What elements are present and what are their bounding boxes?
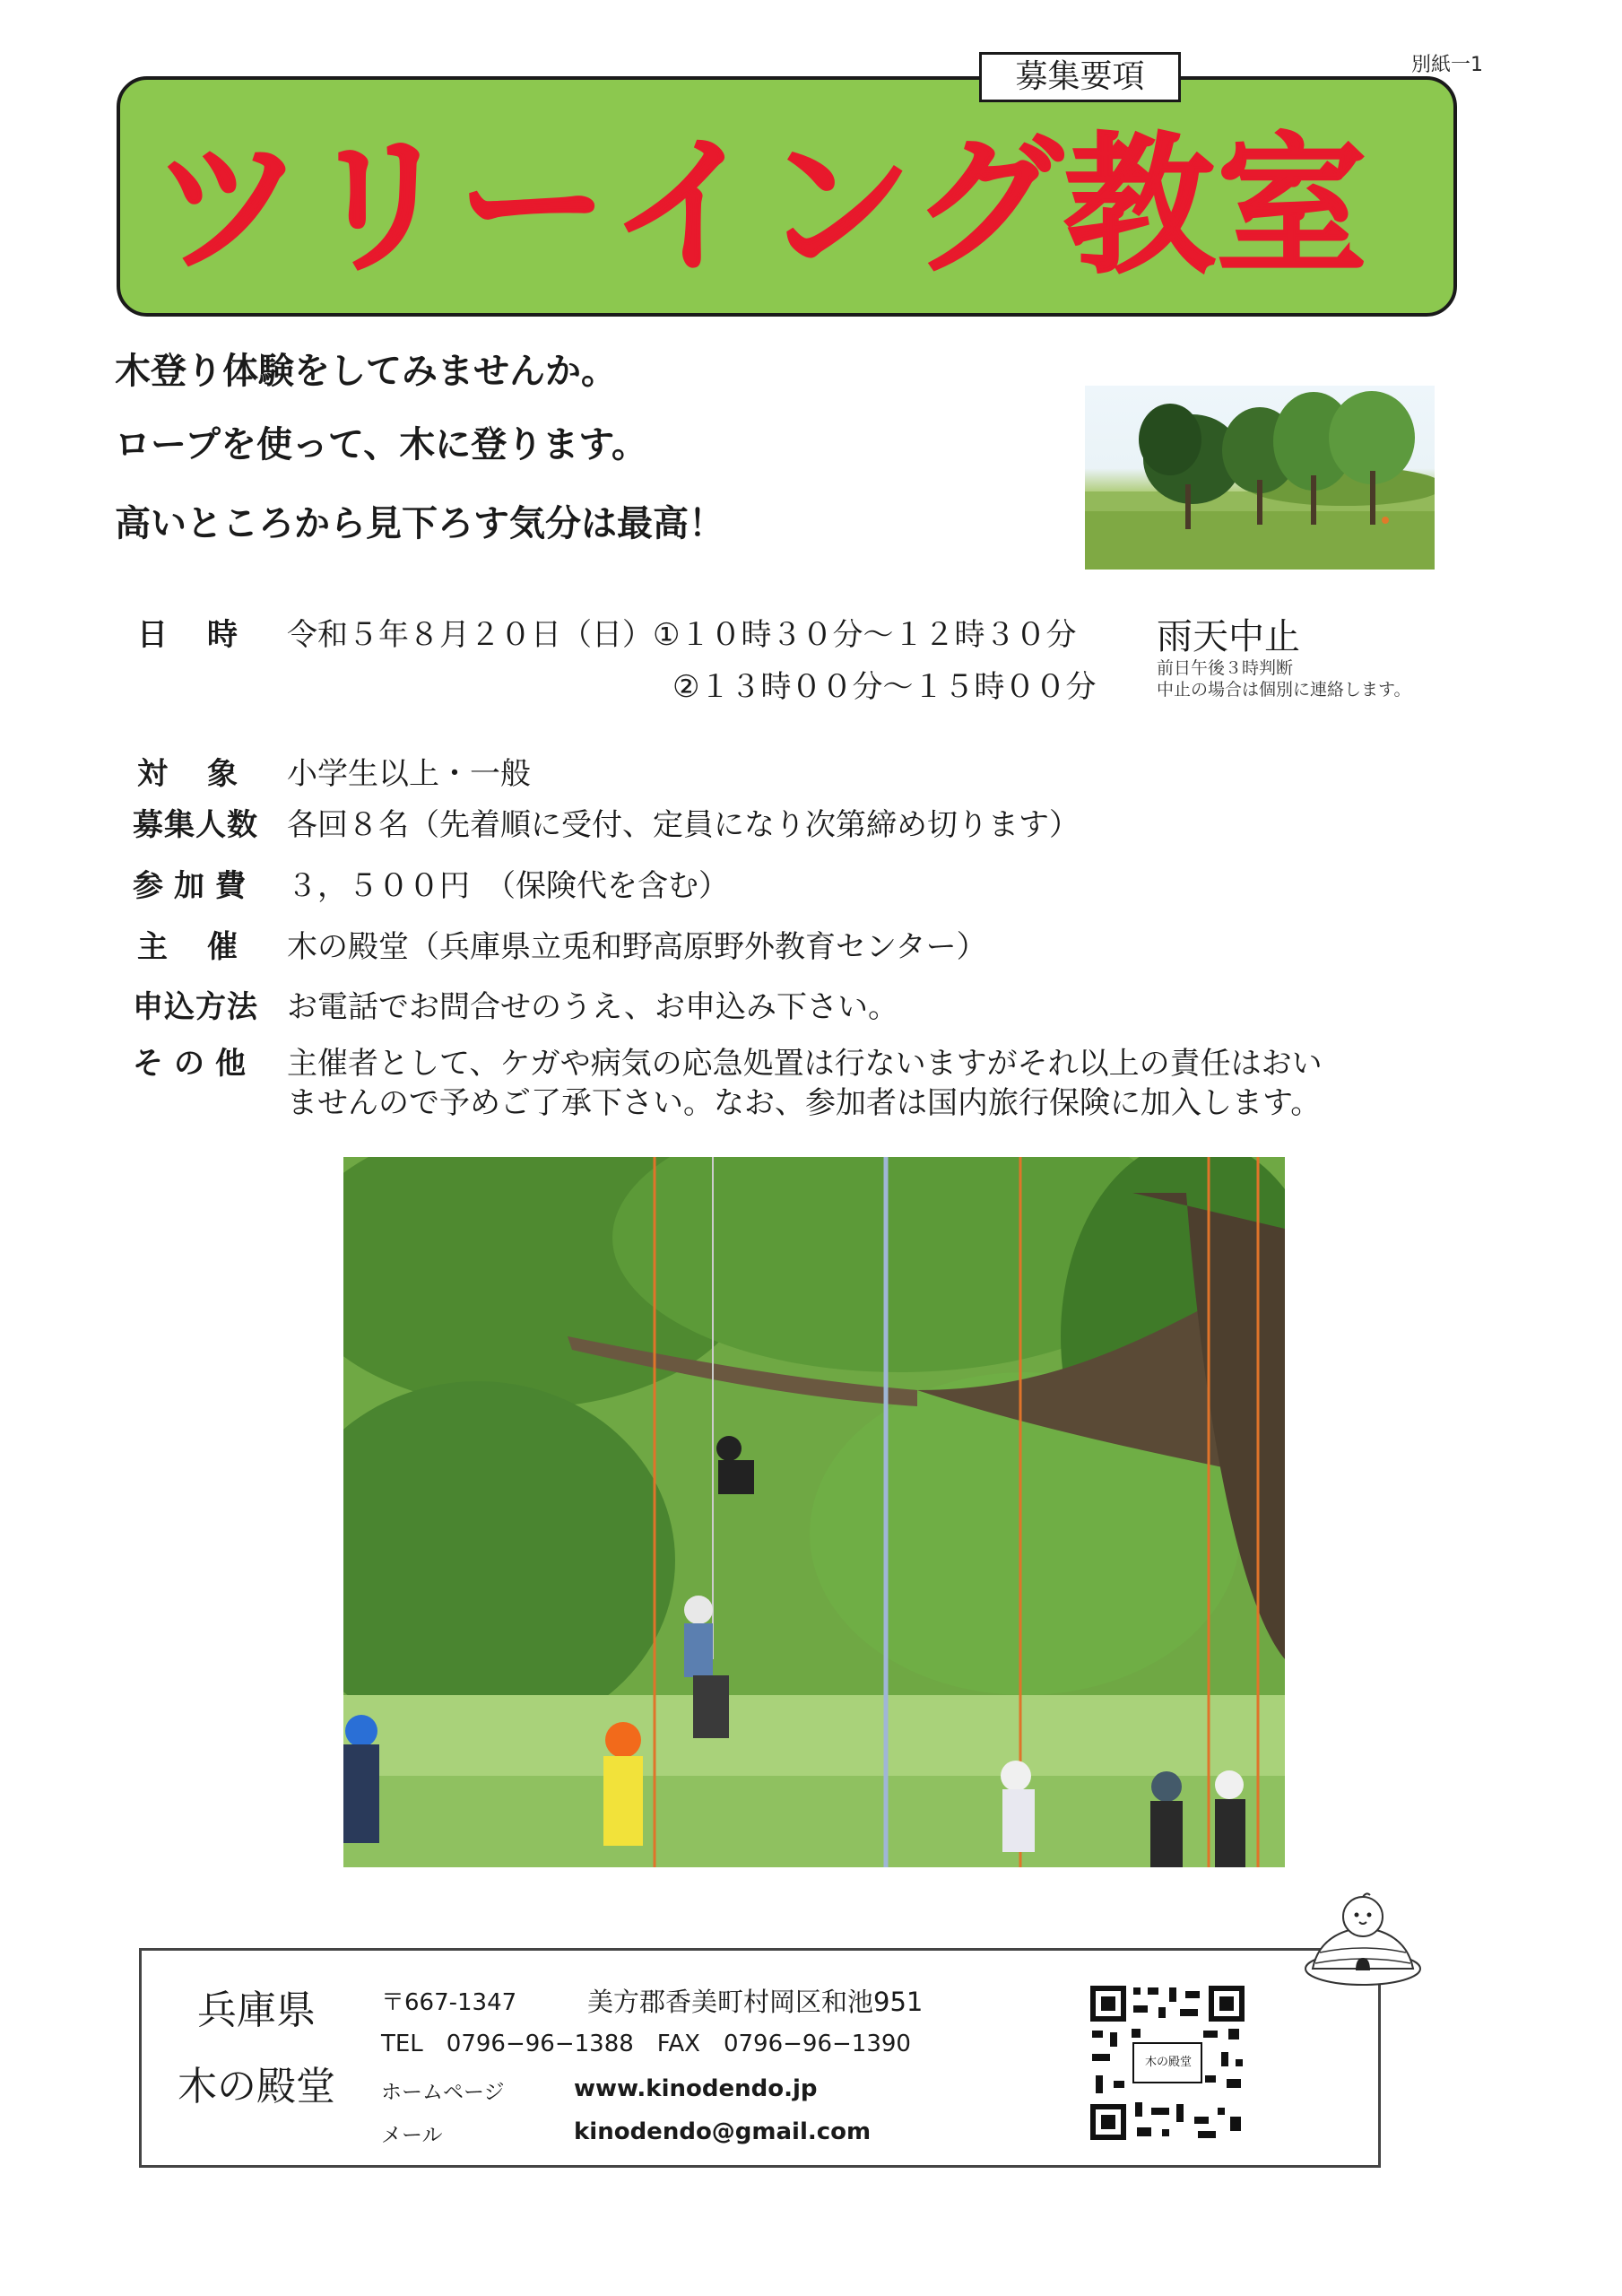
qr-caption: 木の殿堂: [1144, 2056, 1192, 2069]
mail-label: メール: [381, 2124, 443, 2147]
mail-link[interactable]: kinodendo@gmail.com: [574, 2118, 872, 2145]
other-label: その他: [133, 1046, 256, 1082]
schedule-session2: ②１３時００分～１５時００分: [672, 669, 1097, 705]
other-value-line2: ませんので予めご了承下さい。なお、参加者は国内旅行保険に加入します。: [287, 1085, 1322, 1121]
tree-climbing-illustration: [343, 1157, 1285, 1867]
schedule-label: 日時: [137, 617, 277, 653]
capacity-value: 各回８名（先着順に受付、定員になり次第締め切ります）: [287, 807, 1080, 843]
capacity-label: 募集人数: [133, 807, 258, 843]
organizer-value: 木の殿堂（兵庫県立兎和野高原野外教育センター）: [287, 929, 987, 965]
organizer-label: 主催: [137, 929, 277, 965]
address: 美方郡香美町村岡区和池951: [587, 1987, 924, 2017]
tree-climbing-photo: [343, 1157, 1285, 1867]
schedule-session1: 令和５年８月２０日（日）①１０時３０分～１２時３０分: [287, 617, 1077, 653]
target-value: 小学生以上・一般: [287, 756, 531, 792]
park-trees-photo: [1085, 386, 1435, 570]
other-value-line1: 主催者として、ケガや病気の応急処置は行ないますがそれ以上の責任はおい: [287, 1046, 1323, 1082]
fee-label: 参加費: [133, 868, 256, 904]
dome-mascot-icon: [1302, 1888, 1424, 1987]
target-label: 対象: [137, 756, 277, 792]
qr-code[interactable]: [1087, 1982, 1248, 2144]
homepage-link[interactable]: www.kinodendo.jp: [574, 2075, 818, 2102]
page-title: ツリーイング教室: [152, 118, 1369, 294]
mascot-illustration: [1302, 1888, 1424, 1987]
rain-decision-note: 前日午後３時判断: [1157, 658, 1294, 678]
intro-line: ロープを使って、木に登ります。: [115, 424, 647, 465]
rain-cancel-notice: 雨天中止: [1157, 616, 1300, 657]
postal-code: 〒667-1347: [381, 1989, 517, 2016]
phone-fax: TEL 0796−96−1388 FAX 0796−96−1390: [381, 2031, 911, 2057]
park-trees-illustration: [1085, 386, 1435, 570]
intro-line: 木登り体験をしてみませんか。: [115, 351, 617, 392]
rain-contact-note: 中止の場合は個別に連絡します。: [1157, 680, 1411, 700]
application-method-value: お電話でお問合せのうえ、お申込み下さい。: [287, 989, 899, 1025]
homepage-label: ホームページ: [381, 2081, 505, 2104]
application-method-label: 申込方法: [133, 989, 258, 1025]
fee-value: ３，５００円 （保険代を含む）: [287, 868, 729, 904]
recruitment-tag: 募集要項: [979, 52, 1181, 102]
org-name: 木の殿堂: [178, 2064, 335, 2109]
org-prefecture: 兵庫県: [197, 1987, 316, 2033]
intro-line: 高いところから見下ろす気分は最高！: [115, 503, 724, 544]
document-reference-note: 別紙一1: [1411, 54, 1483, 76]
